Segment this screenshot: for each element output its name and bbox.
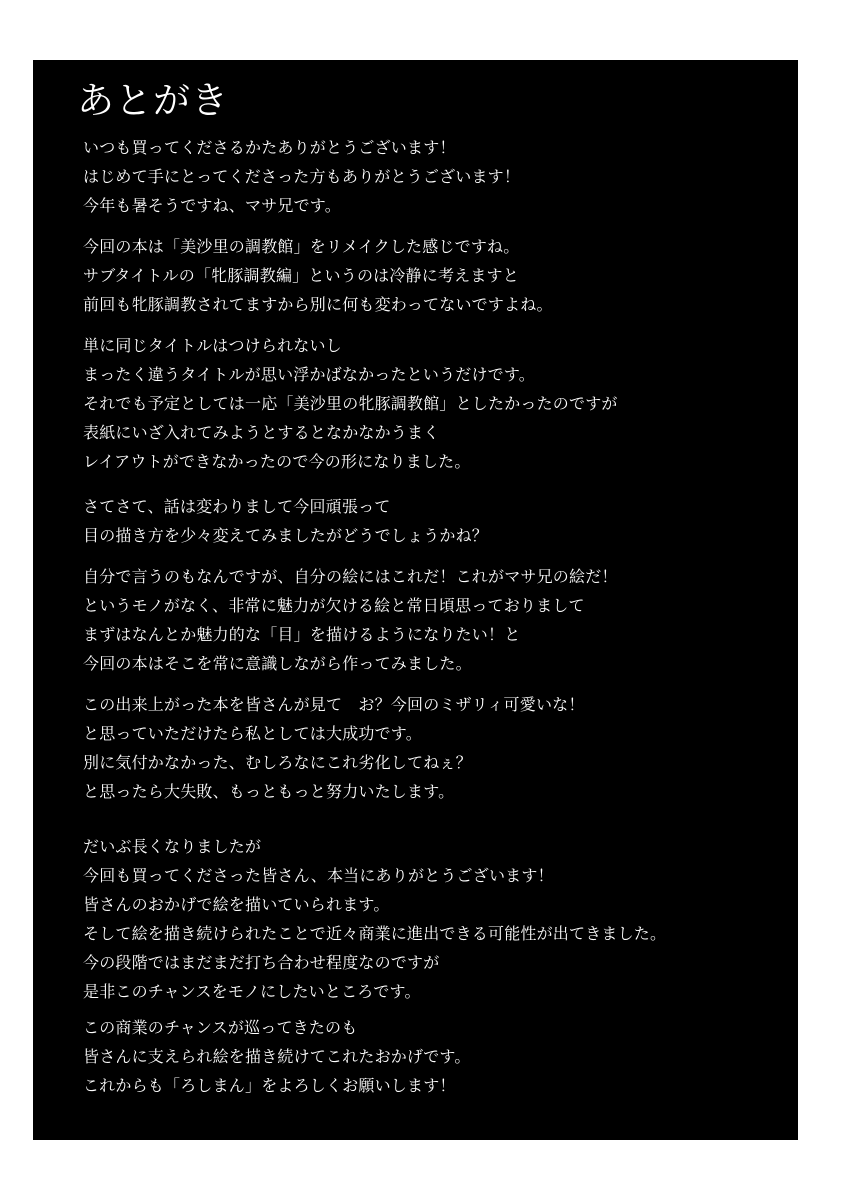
paragraph: [83, 232, 666, 319]
text-line: いつも買ってくださるかたありがとうございます！: [83, 138, 456, 157]
text-line: それでも予定としては一応「美沙里の牝豚調教館」としたかったのですが: [83, 394, 618, 413]
text-line: 単に同じタイトルはつけられないし: [83, 336, 342, 355]
paragraph: [83, 832, 666, 1006]
text-line: 皆さんのおかげで絵を描いていられます。: [83, 895, 390, 914]
text-line: と思っていただけたら私としては大成功です。: [83, 724, 422, 743]
text-line: まったく違うタイトルが思い浮かばなかったというだけです。: [83, 365, 536, 384]
page-title: あとがき: [77, 79, 229, 122]
text-line: そして絵を描き続けられたことで近々商業に進出できる可能性が出てきました。: [83, 924, 667, 943]
text-line: 前回も牝豚調教されてますから別に何も変わってないですよね。: [83, 295, 553, 314]
text-line: 別に気付かなかった、むしろなにこれ劣化してねぇ？: [83, 753, 472, 772]
paragraph: [83, 562, 666, 678]
text-line: 今回の本はそこを常に意識しながら作ってみました。: [83, 654, 472, 673]
text-line: 今回も買ってくださった皆さん、本当にありがとうございます！: [83, 866, 554, 885]
text-line: 表紙にいざ入れてみようとするとなかなかうまく: [83, 423, 440, 442]
text-line: 自分で言うのもなんですが、自分の絵にはこれだ！これがマサ兄の絵だ！: [83, 567, 618, 586]
text-line: まずはなんとか魅力的な「目」を描けるようになりたい！と: [83, 625, 521, 644]
text-line: はじめて手にとってくださった方もありがとうございます！: [83, 167, 521, 186]
paragraph: [83, 133, 666, 220]
text-line: 今回の本は「美沙里の調教館」をリメイクした感じですね。: [83, 237, 520, 256]
afterword-panel: [33, 60, 798, 1140]
text-line: サブタイトルの「牝豚調教編」というのは冷静に考えますと: [83, 266, 519, 285]
paragraph: [83, 1013, 666, 1100]
text-line: この出来上がった本を皆さんが見て お？今回のミザリィ可愛いな！: [83, 695, 585, 714]
text-line: だいぶ長くなりましたが: [83, 837, 262, 856]
text-line: 目の描き方を少々変えてみましたがどうでしょうかね？: [83, 526, 489, 545]
text-line: さてさて、話は変わりまして今回頑張って: [83, 497, 391, 516]
afterword-body: [83, 133, 666, 1100]
text-line: 皆さんに支えられ絵を描き続けてこれたおかげです。: [83, 1047, 471, 1066]
text-line: この商業のチャンスが巡ってきたのも: [83, 1018, 358, 1037]
paragraph: [83, 331, 666, 476]
text-line: これからも「ろしまん」をよろしくお願いします！: [83, 1076, 456, 1095]
text-line: レイアウトができなかったので今の形になりました。: [83, 452, 471, 471]
text-line: 今の段階ではまだまだ打ち合わせ程度なのですが: [83, 953, 440, 972]
text-line: と思ったら大失敗、もっともっと努力いたします。: [83, 782, 455, 801]
text-line: 是非このチャンスをモノにしたいところです。: [83, 982, 421, 1001]
text-line: 今年も暑そうですね、マサ兄です。: [83, 196, 341, 215]
paragraph: [83, 690, 666, 806]
text-line: というモノがなく、非常に魅力が欠ける絵と常日頃思っておりまして: [83, 596, 585, 615]
paragraph: [83, 492, 666, 550]
